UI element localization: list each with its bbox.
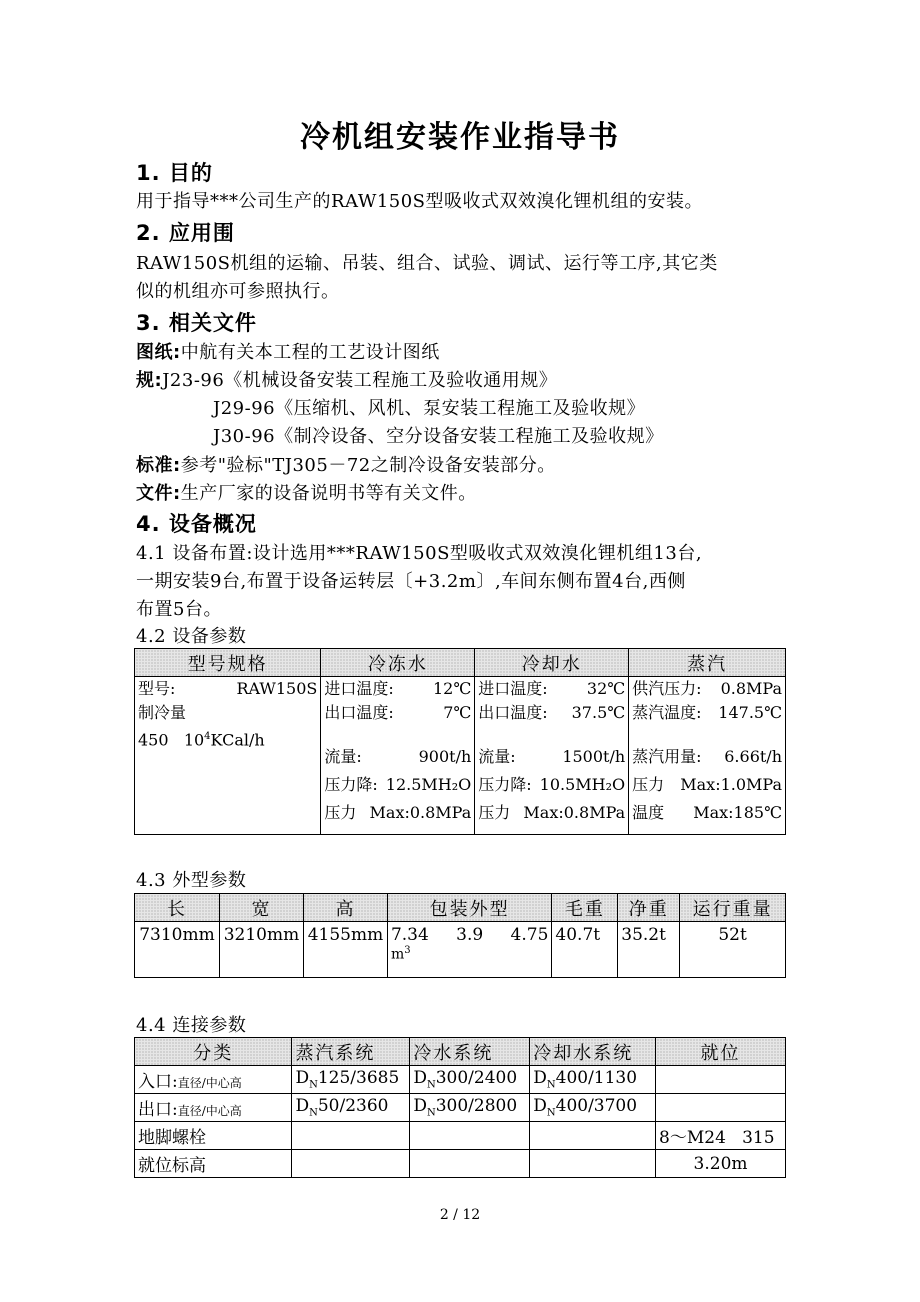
package-height: 4.75 xyxy=(510,925,549,945)
package-unit: m xyxy=(390,946,405,963)
param-label: 进口温度: xyxy=(324,679,394,698)
param-value: 900t/h xyxy=(418,747,472,766)
param-value: 10.5MH₂O xyxy=(539,775,626,794)
outlet-steam: 50/2360 xyxy=(317,1096,389,1117)
outlet-steam-cell xyxy=(292,1094,410,1122)
section-2-line-2: 似的机组亦可参照执行。 xyxy=(136,281,340,302)
empty-cell xyxy=(292,1150,410,1178)
standard-text: 参考"验标"TJ305－72之制冷设备安装部分。 xyxy=(180,455,556,476)
th-height: 高 xyxy=(303,894,387,922)
th-net-weight: 净重 xyxy=(618,894,680,922)
capacity-value xyxy=(138,725,317,749)
elevation-value-cell: 3.20m xyxy=(656,1150,786,1178)
th-length: 长 xyxy=(135,894,220,922)
section-1-heading: 1. 目的 xyxy=(136,161,213,185)
param-label: 进口温度: xyxy=(478,679,548,698)
capacity-base: 10 xyxy=(183,730,205,750)
capacity-exp: 4 xyxy=(204,731,211,742)
steam-cell xyxy=(629,677,786,835)
empty-cell xyxy=(530,1122,656,1150)
package-width: 3.9 xyxy=(456,925,484,945)
inlet-steam-cell xyxy=(292,1066,410,1094)
chilled-water-cell xyxy=(321,677,475,835)
param-value: 6.66t/h xyxy=(724,747,782,766)
operating-weight-cell: 52t xyxy=(680,922,786,978)
th-placement: 就位 xyxy=(656,1038,786,1066)
param-label: 出口温度: xyxy=(324,703,394,722)
rule-2: J29-96《压缩机、风机、泵安装工程施工及验收规》 xyxy=(213,398,646,419)
param-value: 147.5℃ xyxy=(718,703,782,722)
outlet-cool: 400/3700 xyxy=(555,1096,638,1117)
inlet-cool-cell xyxy=(530,1066,656,1094)
package-length: 7.34 xyxy=(390,925,429,945)
param-label: 压力降: xyxy=(478,775,532,794)
param-label: 流量: xyxy=(478,747,516,766)
dn-prefix: D xyxy=(295,1068,310,1089)
inlet-water-cell xyxy=(410,1066,530,1094)
table-header-row xyxy=(135,1038,786,1066)
param-value: Max:0.8MPa xyxy=(369,803,472,822)
section-4-heading: 4. 设备概况 xyxy=(136,512,257,536)
th-gross-weight: 毛重 xyxy=(552,894,618,922)
dn-sub: N xyxy=(426,1107,436,1119)
connection-table xyxy=(134,1037,786,1178)
param-label: 压力 xyxy=(324,803,357,822)
dn-prefix: D xyxy=(413,1096,427,1117)
th-steam-system: 蒸汽系统 xyxy=(292,1038,410,1066)
dn-sub: N xyxy=(546,1107,556,1119)
outlet-note: 直径/中心高 xyxy=(177,1104,242,1118)
th-cooling-water: 冷却水 xyxy=(475,649,629,677)
section-1-text: 用于指导***公司生产的RAW150S型吸收式双效溴化锂机组的安装。 xyxy=(136,191,704,212)
equipment-params-table xyxy=(134,648,786,835)
empty-cell xyxy=(530,1150,656,1178)
table-row xyxy=(135,1094,786,1122)
para-4-2-heading: 4.2 设备参数 xyxy=(136,626,247,647)
standard-line xyxy=(136,451,556,477)
section-3-heading: 3. 相关文件 xyxy=(136,311,257,335)
outlet-cool-cell xyxy=(530,1094,656,1122)
dn-sub: N xyxy=(309,1079,318,1091)
param-value: 0.8MPa xyxy=(720,679,782,698)
para-4-3-heading: 4.3 外型参数 xyxy=(136,870,247,891)
package-cell xyxy=(387,922,551,978)
param-value: Max:185℃ xyxy=(693,803,782,822)
drawings-line xyxy=(136,338,440,364)
table-row xyxy=(135,1066,786,1094)
dn-sub: N xyxy=(426,1079,436,1091)
param-value: 12℃ xyxy=(433,679,472,698)
param-value: 37.5℃ xyxy=(571,703,626,722)
rules-label: 规: xyxy=(136,370,163,391)
para-4-1-line-1: 4.1 设备布置:设计选用***RAW150S型吸收式双效溴化锂机组13台, xyxy=(136,543,703,564)
net-weight-cell: 35.2t xyxy=(618,922,680,978)
th-chilled-water: 冷冻水 xyxy=(321,649,475,677)
height-cell: 4155mm xyxy=(303,922,387,978)
param-label: 压力 xyxy=(632,775,665,794)
dimensions-table xyxy=(134,893,786,978)
empty-cell xyxy=(410,1122,530,1150)
section-2-heading: 2. 应用围 xyxy=(136,221,235,245)
dn-sub: N xyxy=(546,1079,556,1091)
para-4-1-line-3: 布置5台。 xyxy=(136,599,222,620)
dn-prefix: D xyxy=(533,1096,547,1117)
inlet-steam: 125/3685 xyxy=(317,1068,400,1089)
param-label: 出口温度: xyxy=(478,703,548,722)
bolt-label-cell: 地脚螺栓 xyxy=(135,1122,292,1150)
param-value: 1500t/h xyxy=(562,747,626,766)
th-operating-weight: 运行重量 xyxy=(680,894,786,922)
table-row xyxy=(135,922,786,978)
inlet-label-cell xyxy=(135,1066,292,1094)
table-header-row xyxy=(135,894,786,922)
rule-3: J30-96《制冷设备、空分设备安装工程施工及验收规》 xyxy=(213,426,664,447)
capacity-unit: KCal/h xyxy=(210,730,265,750)
inlet-placement-cell xyxy=(656,1066,786,1094)
param-label: 流量: xyxy=(324,747,362,766)
table-row xyxy=(135,1122,786,1150)
outlet-water-cell xyxy=(410,1094,530,1122)
files-label: 文件: xyxy=(136,483,181,504)
cooling-water-cell xyxy=(475,677,629,835)
package-unit-exp: 3 xyxy=(404,945,411,956)
rules-line xyxy=(136,366,557,392)
th-cooling-system: 冷却水系统 xyxy=(530,1038,656,1066)
elevation-label-cell: 就位标高 xyxy=(135,1150,292,1178)
model-value: RAW150S xyxy=(236,679,318,698)
dn-prefix: D xyxy=(533,1068,547,1089)
outlet-water: 300/2800 xyxy=(435,1096,518,1117)
rule-1: J23-96《机械设备安装工程施工及验收通用规》 xyxy=(162,370,558,391)
param-value: 32℃ xyxy=(586,679,626,698)
param-value: 7℃ xyxy=(443,703,472,722)
param-label: 供汽压力: xyxy=(632,679,702,698)
inlet-note: 直径/中心高 xyxy=(177,1076,242,1090)
param-label: 温度 xyxy=(632,803,665,822)
table-row xyxy=(135,677,786,835)
drawings-text: 中航有关本工程的工艺设计图纸 xyxy=(180,342,440,363)
param-label: 压力降: xyxy=(324,775,378,794)
empty-cell xyxy=(410,1150,530,1178)
inlet-label: 入口: xyxy=(138,1072,178,1092)
length-cell: 7310mm xyxy=(135,922,220,978)
page-title: 冷机组安装作业指导书 xyxy=(300,120,620,155)
para-4-1-line-2: 一期安装9台,布置于设备运转层〔+3.2m〕,车间东侧布置4台,西侧 xyxy=(136,571,686,592)
standard-label: 标准: xyxy=(136,455,181,476)
param-value: Max:1.0MPa xyxy=(680,775,782,794)
table-header-row xyxy=(135,649,786,677)
para-4-4-heading: 4.4 连接参数 xyxy=(136,1015,247,1036)
table-row xyxy=(135,1150,786,1178)
capacity-number: 450 xyxy=(138,730,169,750)
dn-prefix: D xyxy=(295,1096,310,1117)
th-category: 分类 xyxy=(135,1038,292,1066)
capacity-label: 制冷量 xyxy=(138,703,187,722)
outlet-label-cell xyxy=(135,1094,292,1122)
param-label: 蒸汽温度: xyxy=(632,703,702,722)
outlet-label: 出口: xyxy=(138,1100,178,1120)
th-package: 包装外型 xyxy=(387,894,551,922)
files-line xyxy=(136,479,477,505)
page-number: 2 / 12 xyxy=(439,1207,481,1223)
empty-cell xyxy=(292,1122,410,1150)
th-model: 型号规格 xyxy=(135,649,321,677)
gross-weight-cell: 40.7t xyxy=(552,922,618,978)
th-width: 宽 xyxy=(219,894,303,922)
param-value: Max:0.8MPa xyxy=(523,803,626,822)
section-2-line-1: RAW150S机组的运输、吊装、组合、试验、调试、运行等工序,其它类 xyxy=(136,253,718,274)
model-cell xyxy=(135,677,321,835)
bolt-value-cell: 8～M24 315 xyxy=(656,1122,786,1150)
param-label: 压力 xyxy=(478,803,511,822)
files-text: 生产厂家的设备说明书等有关文件。 xyxy=(180,483,477,504)
param-value: 12.5MH₂O xyxy=(385,775,472,794)
param-label: 蒸汽用量: xyxy=(632,747,702,766)
model-label: 型号: xyxy=(138,679,176,698)
drawings-label: 图纸: xyxy=(136,342,181,363)
dn-sub: N xyxy=(309,1107,318,1119)
th-water-system: 冷水系统 xyxy=(410,1038,530,1066)
inlet-cool: 400/1130 xyxy=(555,1068,638,1089)
th-steam: 蒸汽 xyxy=(629,649,786,677)
outlet-placement-cell xyxy=(656,1094,786,1122)
inlet-water: 300/2400 xyxy=(435,1068,518,1089)
width-cell: 3210mm xyxy=(219,922,303,978)
dn-prefix: D xyxy=(413,1068,427,1089)
